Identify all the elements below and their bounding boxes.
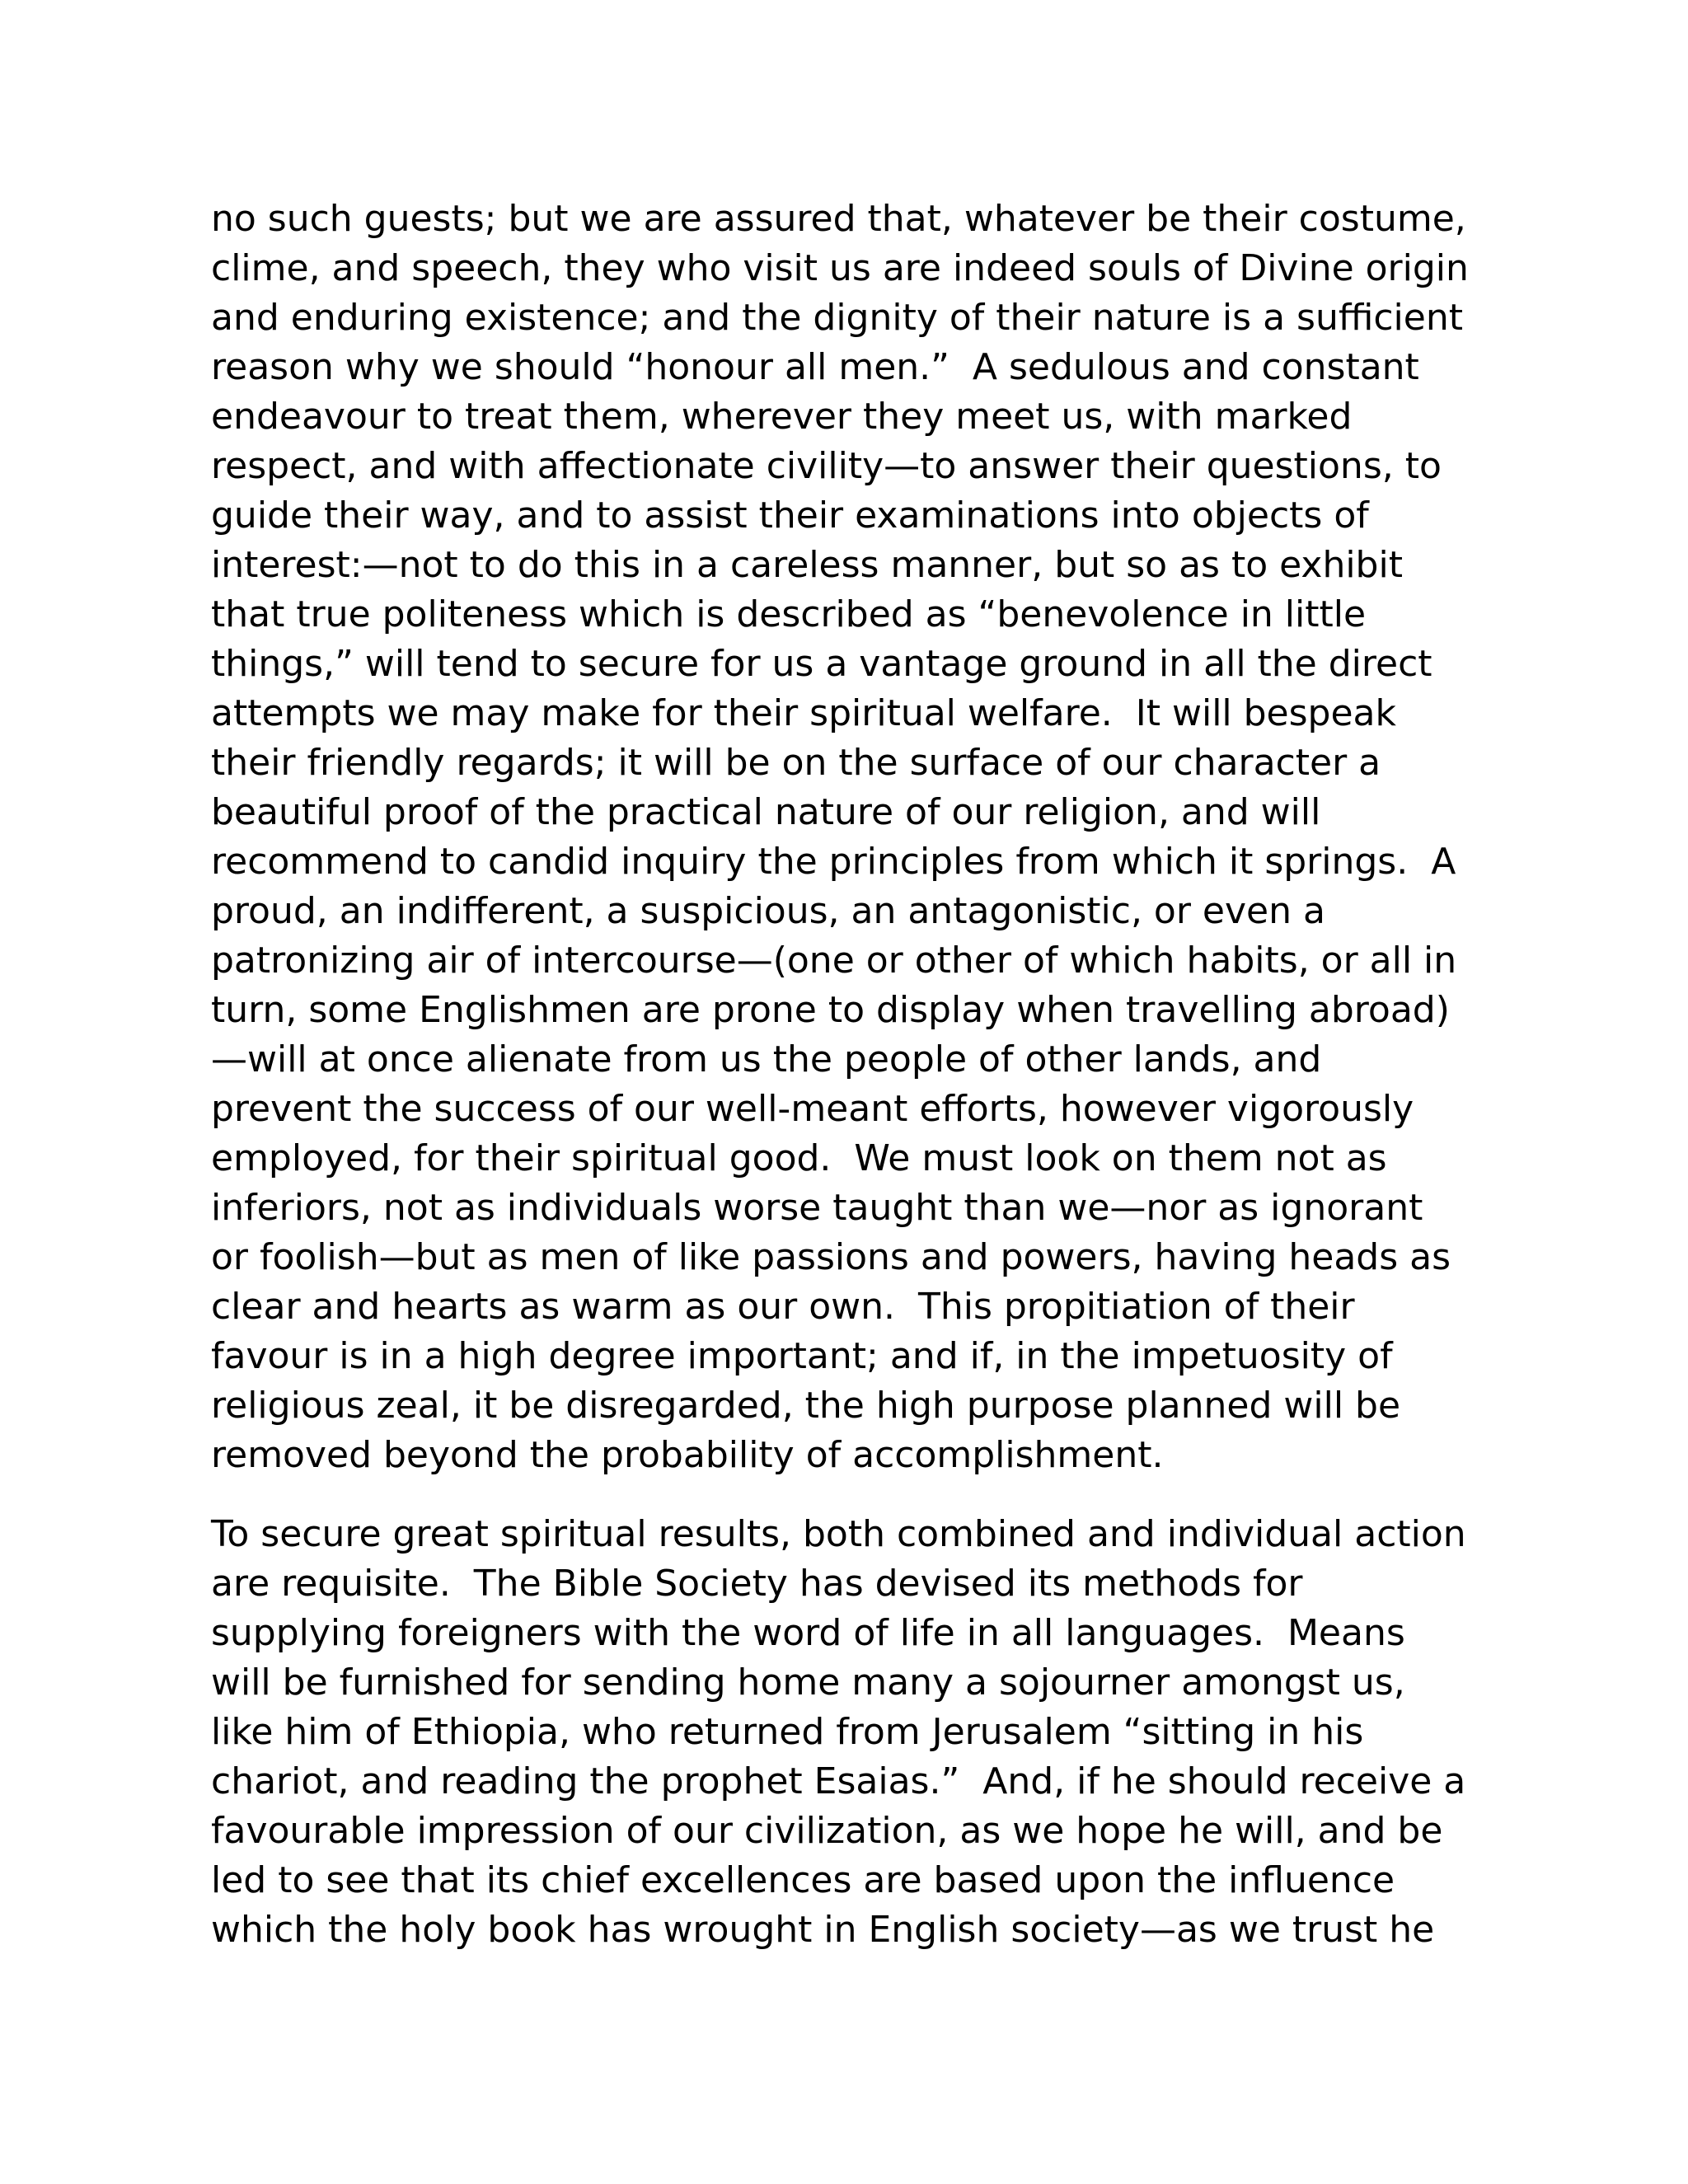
body-text [211,194,1497,1955]
text-line: chariot, and reading the prophet Esaias.” And, if he should receive a [211,1760,1466,1802]
text-line: proud, an indifferent, a suspicious, an antagonistic, or even a [211,890,1325,932]
text-line: favour is in a high degree important; and if, in the impetuosity of [211,1335,1393,1377]
text-line: will be furnished for sending home many a sojourner amongst us, [211,1661,1405,1704]
text-line: attempts we may make for their spiritual welfare. It will bespeak [211,692,1396,734]
text-line: guide their way, and to assist their examinations into objects of [211,494,1369,537]
text-line: favourable impression of our civilization, as we hope he will, and be [211,1810,1443,1852]
text-line: religious zeal, it be disregarded, the high purpose planned will be [211,1385,1401,1427]
text-line: their friendly regards; it will be on the surface of our character a [211,742,1381,784]
text-line: which the holy book has wrought in English society—as we trust he [211,1909,1435,1951]
text-line: supplying foreigners with the word of life in all languages. Means [211,1612,1405,1654]
text-line: removed beyond the probability of accomplishment. [211,1434,1164,1476]
text-line: led to see that its chief excellences are based upon the influence [211,1859,1395,1901]
text-line: inferiors, not as individuals worse taught than we—nor as ignorant [211,1187,1423,1229]
text-line: clear and hearts as warm as our own. This propitiation of their [211,1286,1355,1328]
text-line: recommend to candid inquiry the principles from which it springs. A [211,841,1456,883]
text-line: beautiful proof of the practical nature of our religion, and will [211,791,1321,833]
text-line: clime, and speech, they who visit us are indeed souls of Divine origin [211,247,1469,289]
text-line: —will at once alienate from us the people of other lands, and [211,1038,1322,1080]
text-line: turn, some Englishmen are prone to display when travelling abroad) [211,989,1450,1031]
text-line: like him of Ethiopia, who returned from Jerusalem “sitting in his [211,1711,1364,1753]
text-line: respect, and with affectionate civility—to answer their questions, to [211,445,1442,487]
text-line: patronizing air of intercourse—(one or other of which habits, or all in [211,940,1457,982]
paragraph [211,194,1497,1480]
text-line: things,” will tend to secure for us a vantage ground in all the direct [211,643,1432,685]
text-line: or foolish—but as men of like passions and powers, having heads as [211,1236,1451,1278]
paragraph-spacer [211,1480,1497,1510]
paragraph [211,1510,1497,1955]
text-line: no such guests; but we are assured that, whatever be their costume, [211,198,1466,240]
text-line: interest:—not to do this in a careless manner, but so as to exhibit [211,544,1403,586]
text-line: employed, for their spiritual good. We must look on them not as [211,1137,1387,1179]
text-line: and enduring existence; and the dignity of their nature is a sufficient [211,297,1463,339]
text-line: To secure great spiritual results, both combined and individual action [211,1513,1466,1555]
text-line: prevent the success of our well-meant efforts, however vigorously [211,1088,1414,1130]
text-line: reason why we should “honour all men.” A sedulous and constant [211,346,1419,388]
text-line: are requisite. The Bible Society has devised its methods for [211,1563,1303,1605]
text-line: that true politeness which is described as “benevolence in little [211,593,1367,635]
text-line: endeavour to treat them, wherever they meet us, with marked [211,396,1353,438]
